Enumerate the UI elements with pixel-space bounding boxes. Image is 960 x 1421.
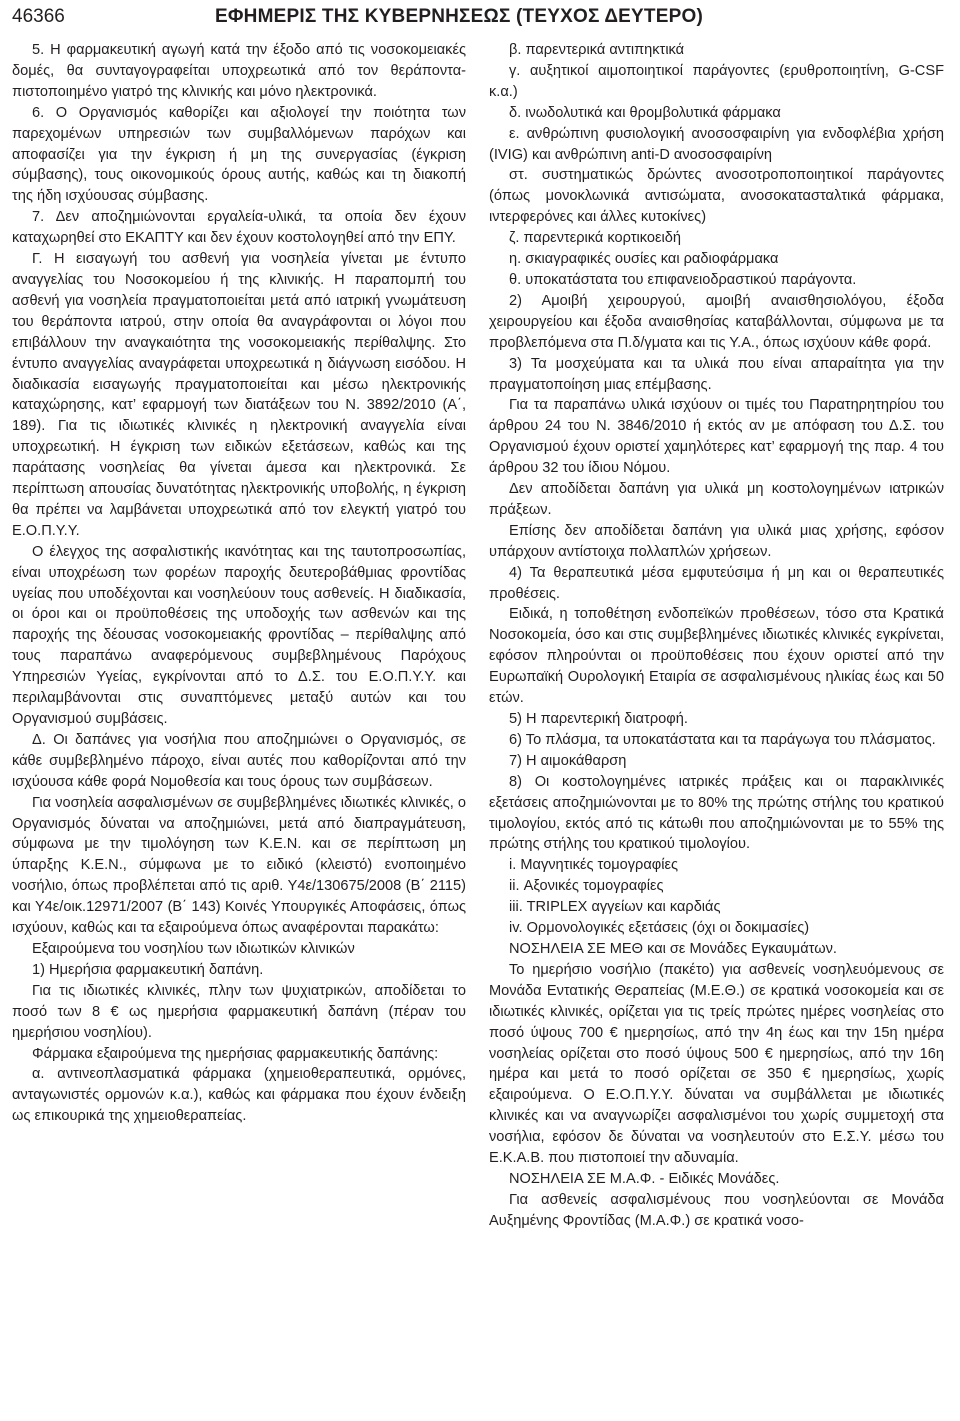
paragraph: Φάρμακα εξαιρούμενα της ημερήσιας φαρμακευτικής δαπάνης: bbox=[32, 1045, 439, 1062]
right-column bbox=[489, 40, 944, 1232]
paragraph: Το ημερήσιο νοσήλιο (πακέτο) για ασθενείς νοσηλευόμενους σε Μονάδα Εντατικής Θεραπείας (Μ.Ε.Θ.) σε κρατικά νοσοκομεία και σε ιδιωτικές κλινικές, ορίζεται για τις τρείς πρώτες ημέρες νοσηλείας στο ποσό ύψους 700 € ημερησίως, από την 4η έως και την 15η ημέρα νοσηλείας ορίζεται στο ποσό ύψους 500 € ημερησίως, από την 16η ημέρα και μετά το ποσό ορίζεται σε 350 € ημερησίως, χωρίς εξαιρούμενα. Ο Ε.Ο.Π.Υ.Υ. δύναται να συμβάλλεται με ιδιωτικές κλινικές και να αναγνωρίζει ασφαλισμένοι του χωρίς συμμετοχή στα νοσήλια, εφόσον δε δύναται να νοσηλευτούν στο Ε.Σ.Υ. μέσω του Ε.Κ.Α.Β. που πιστοποιεί την αδυναμία. bbox=[489, 961, 944, 1167]
paragraph: Ο έλεγχος της ασφαλιστικής ικανότητας και της ταυτοπροσωπίας, είναι υποχρέωση των φορέων παροχής δευτεροβάθμιας φροντίδας υγείας που υποδέχονται και νοσηλεύουν τους ασθενείς. Η διαδικασία, οι όροι και οι προϋποθέσεις της υποδοχής των ασθενών και της παροχής της δέουσας νοσοκομειακής φροντίδας – περίθαλψης από τους παραπάνω αναφερόμενους συμβεβλημένους Παρόχους Υπηρεσιών Υγείας, εγκρίνονται από το Δ.Σ. του Ε.Ο.Π.Υ.Υ. και περιλαμβάνονται στις συναπτόμενες μεταξύ αυτών και του Οργανισμού συμβάσεις. bbox=[12, 543, 466, 727]
paragraph: 7. Δεν αποζημιώνονται εργαλεία-υλικά, τα οποία δεν έχουν καταχωρηθεί στο ΕΚΑΠΤΥ και δεν έχουν κοστολογηθεί από την ΕΠΥ. bbox=[12, 209, 466, 247]
paragraph: Εξαιρούμενα του νοσηλίου των ιδιωτικών κλινικών bbox=[32, 940, 355, 957]
paragraph: Για τις ιδιωτικές κλινικές, πλην των ψυχιατρικών, αποδίδεται το ποσό των 8 € ως ημερήσια φαρμακευτική δαπάνη (πέραν του ημερήσιου νοσηλίου). bbox=[12, 982, 466, 1041]
list-item: στ. συστηματικώς δρώντες ανοσοτροποποιητικοί παράγοντες (όπως μονοκλωνικά αντισώματα, ανοσοκατασταλτικά φάρμακα, ιντερφερόνες και άλλες κυτοκίνες) bbox=[489, 167, 944, 226]
paragraph: 8) Οι κοστολογημένες ιατρικές πράξεις και οι παρακλινικές εξετάσεις αποζημιώνονται με το 80% της πρώτης στήλης του κρατικού τιμολογίου, εκτός από τις κάτωθι που αποζημιώνονται με το 55% της πρώτης στήλης του κρατικού τιμολογίου. bbox=[489, 773, 944, 853]
paragraph: Για ασθενείς ασφαλισμένους που νοσηλεύονται σε Μονάδα Αυξημένης Φροντίδας (Μ.Α.Φ.) σε κρατικά νοσο- bbox=[489, 1191, 944, 1229]
paragraph: 7) Η αιμοκάθαρση bbox=[509, 752, 627, 769]
paragraph: Γ. Η εισαγωγή του ασθενή για νοσηλεία γίνεται με έντυπο αναγγελίας του Νοσοκομείου ή της κλινικής. Η παραπομπή του ασθενή για νοσηλεία πραγματοποιείται μετά από ιατρική γνωμάτευση του θεράποντα ιατρού, στην οποία θα αναγράφονται οι λόγοι που επιβάλλουν την αναγκαιότητα της νοσοκομειακής περίθαλψης. Στο έντυπο αναγγελίας αναγράφεται υποχρεωτικά η διάγνωση εισόδου. Η διαδικασία εισαγωγής πραγματοποιείται και μέσω ηλεκτρονικής καταχώρησης, κατ’ εφαρμογή των διατάξεων του Ν. 3892/2010 (Α΄, 189). Για τις ιδιωτικές κλινικές η ηλεκτρονική αναγγελία είναι υποχρεωτική. Η έγκριση των ειδικών εξετάσεων, καθώς και της παράτασης νοσηλείας θα γίνεται άμεσα και ηλεκτρονικά. Σε περίπτωση απουσίας δυνατότητας ηλεκτρονικής υποβολής, η έγκριση θα πρέπει να λαμβάνεται υποχρεωτικά από τον ελεγκτή γιατρό του Ε.Ο.Π.Υ.Υ. bbox=[12, 251, 466, 539]
list-item: i. Μαγνητικές τομογραφίες bbox=[509, 857, 679, 874]
paragraph: 5) Η παρεντερική διατροφή. bbox=[509, 711, 688, 727]
paragraph: Δ. Οι δαπάνες για νοσήλια που αποζημιώνει ο Οργανισμός, σε κάθε συμβεβλημένο πάροχο, είναι αυτές που καθορίζονται από την ισχύουσα κάθε φορά Νομοθεσία και τους όρους των συμβάσεων. bbox=[12, 731, 466, 790]
list-item: iv. Ορμονολογικές εξετάσεις (όχι οι δοκιμασίες) bbox=[509, 920, 810, 937]
page-number: 46366 bbox=[12, 6, 65, 27]
paragraph: 3) Τα μοσχεύματα και τα υλικά που είναι απαραίτητα για την πραγματοποίηση μιας επέμβασης. bbox=[489, 355, 944, 393]
section-heading: ΝΟΣΗΛΕΙΑ ΣΕ Μ.Α.Φ. - Ειδικές Μονάδες. bbox=[509, 1170, 780, 1187]
paragraph: Δεν αποδίδεται δαπάνη για υλικά μη κοστολογημένων ιατρικών πράξεων. bbox=[489, 481, 944, 518]
paragraph: 6. Ο Οργανισμός καθορίζει και αξιολογεί την ποιότητα των παρεχομένων υπηρεσιών των συμβαλλόμενων παρόχων και αποφασίζει για την έγκριση ή μη της συνεργασίας (έγκριση σύμβασης), τους οικονομικούς όρους αυτής, καθώς και τη διακοπή της ήδη ισχύουσας σύμβασης. bbox=[12, 104, 466, 205]
left-column bbox=[12, 40, 466, 1127]
paragraph: Για τα παραπάνω υλικά ισχύουν οι τιμές του Παρατηρητηρίου του άρθρου 24 του Ν. 3846/2010 ή εκτός αν με απόφαση του Δ.Σ. του Οργανισμού έχουν οριστεί χαμηλότερες κατ’ εφαρμογή της παρ. 4 του άρθρου 32 του ίδιου Νόμου. bbox=[489, 397, 944, 477]
paragraph: 2) Αμοιβή χειρουργού, αμοιβή αναισθησιολόγου, έξοδα χειρουργείου και έξοδα αναισθησίας καταβάλλονται, σύμφωνα με τα προβλεπόμενα στα Π.δ/γματα και τις Υ.Α., όπως ισχύουν κάθε φορά. bbox=[489, 292, 944, 351]
page-header bbox=[12, 4, 948, 30]
list-item: δ. ινωδολυτικά και θρομβολυτικά φάρμακα bbox=[509, 104, 781, 121]
paragraph: Ειδικά, η τοποθέτηση ενδοπεϊκών προθέσεων, τόσο στα Κρατικά Νοσοκομεία, όσο και στις συμβεβλημένες ιδιωτικές κλινικές εγκρίνεται, εφόσον πληρούνται οι προϋποθέσεις που έχουν οριστεί από την Ευρωπαϊκή Ουρολογική Εταιρία σε ασφαλισμένους ηλικίας έως και 50 ετών. bbox=[489, 606, 944, 707]
paragraph: Για νοσηλεία ασφαλισμένων σε συμβεβλημένες ιδιωτικές κλινικές, ο Οργανισμός δύναται να αποζημιώνει, μετά από διαπραγμάτευση, σύμφωνα με την τιμολόγηση των Κ.Ε.Ν. και σε περίπτωση μη ύπαρξης Κ.Ε.Ν., σύμφωνα με το ειδικό (κλειστό) ενοποιημένο νοσήλιο, όπως προβλέπεται από τις αριθ. Υ4ε/130675/2008 (Β΄ 2115) και Υ4ε/οικ.12971/2007 (Β΄ 143) Κοινές Υπουργικές Αποφάσεις, όπως ισχύουν, καθώς και τα εξαιρούμενα όπως αναφέρονται παρακάτω: bbox=[12, 794, 466, 937]
paragraph: 5. Η φαρμακευτική αγωγή κατά την έξοδο από τις νοσοκομειακές δομές, θα συνταγογραφείται υποχρεωτικά από τον θεράποντα-πιστοποιημένο γιατρό της κλινικής και μόνο ηλεκτρονικά. bbox=[12, 42, 466, 100]
list-item: γ. αυξητικοί αιμοποιητικοί παράγοντες (ερυθροποιητίνη, G-CSF κ.α.) bbox=[489, 62, 944, 100]
list-item: ζ. παρεντερικά κορτικοειδή bbox=[509, 230, 681, 247]
list-item: iii. TRIPLEX αγγείων και καρδιάς bbox=[509, 899, 721, 916]
list-item: θ. υποκατάστατα του επιφανειοδραστικού παράγοντα. bbox=[509, 271, 857, 288]
paragraph: α. αντινεοπλασματικά φάρμακα (χημειοθεραπευτικά, ορμόνες, ανταγωνιστές ορμονών κ.α.), καθώς και φάρμακα που έχουν ένδειξη ως επικουρικά της χημειοθεραπείας. bbox=[12, 1066, 466, 1125]
list-item: η. σκιαγραφικές ουσίες και ραδιοφάρμακα bbox=[509, 251, 779, 268]
paragraph: 6) Το πλάσμα, τα υποκατάστατα και τα παράγωγα του πλάσματος. bbox=[509, 731, 936, 748]
gazette-title: ΕΦΗΜΕΡΙΣ ΤΗΣ ΚΥΒΕΡΝΗΣΕΩΣ (ΤΕΥΧΟΣ ΔΕΥΤΕΡΟ) bbox=[215, 6, 703, 27]
list-item: β. παρεντερικά αντιπηκτικά bbox=[509, 42, 685, 58]
paragraph: 1) Ημερήσια φαρμακευτική δαπάνη. bbox=[32, 961, 264, 978]
paragraph: 4) Τα θεραπευτικά μέσα εμφυτεύσιμα ή μη και οι θεραπευτικές προθέσεις. bbox=[489, 564, 944, 602]
paragraph: Επίσης δεν αποδίδεται δαπάνη για υλικά μιας χρήσης, εφόσον υπάρχουν αντίστοιχα πολλαπλών χρήσεων. bbox=[489, 522, 944, 560]
section-heading: ΝΟΣΗΛΕΙΑ ΣΕ ΜΕΘ και σε Μονάδες Εγκαυμάτων. bbox=[509, 940, 837, 957]
list-item: ε. ανθρώπινη φυσιολογική ανοσοσφαιρίνη για ενδοφλέβια χρήση (IVIG) και ανθρώπινη anti-D ανοσοσφαιρίνη bbox=[489, 125, 944, 163]
list-item: ii. Αξονικές τομογραφίες bbox=[509, 878, 664, 895]
